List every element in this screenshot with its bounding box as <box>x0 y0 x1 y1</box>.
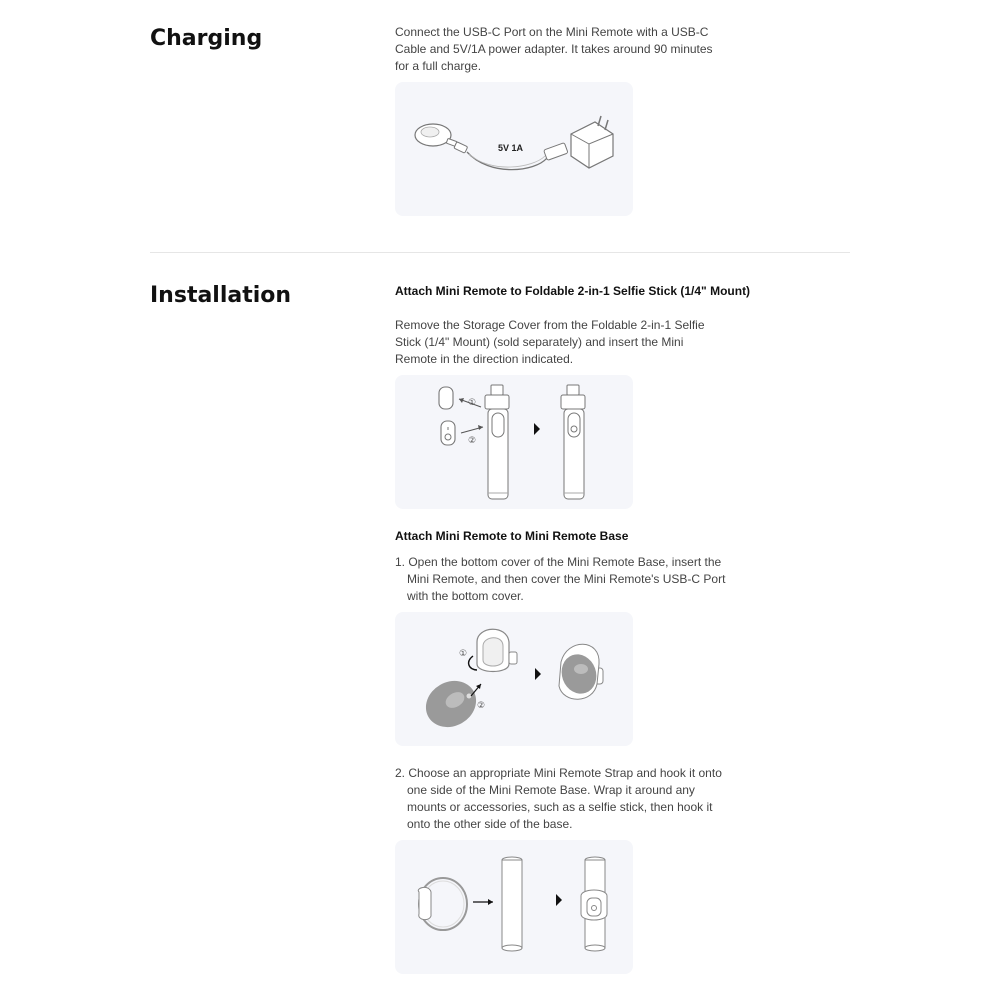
strap-icon <box>418 878 467 930</box>
step-1-text: 1. Open the bottom cover of the Mini Remote Base, insert the Mini Remote, and then cover the Mini Remote's USB-C Port with the bottom cover. <box>395 555 726 603</box>
storage-cover-icon <box>439 387 453 409</box>
installation-heading: Installation <box>150 283 292 308</box>
mini-remote-base-icon <box>477 629 517 671</box>
remote-base-illustration <box>395 612 633 746</box>
next-step-arrow-icon <box>556 894 562 906</box>
selfie-stick-subheading: Attach Mini Remote to Foldable 2-in-1 Selfie Stick (1/4" Mount) <box>395 284 751 298</box>
step-marker-2: ② <box>468 436 477 446</box>
charging-spec-label: 5V 1A <box>498 143 524 153</box>
section-divider <box>150 252 850 253</box>
strap-illustration <box>395 840 633 974</box>
selfie-stick-illustration <box>395 375 633 509</box>
rotate-arrow-icon <box>469 656 477 670</box>
power-adapter-icon <box>571 116 613 168</box>
selfie-stick-icon <box>502 857 522 951</box>
step-2-text: 2. Choose an appropriate Mini Remote Strap and hook it onto one side of the Mini Remote Base. Wrap it around any mounts or accessories, such as a selfie stick, then hook it onto the other side of the base. <box>395 766 722 831</box>
charging-illustration <box>395 82 633 216</box>
charging-heading: Charging <box>150 26 263 51</box>
step-marker-1: ① <box>468 398 477 408</box>
assembled-remote-icon <box>556 644 603 699</box>
selfie-stick-description: Remove the Storage Cover from the Foldable 2-in-1 Selfie Stick (1/4" Mount) (sold separately) and insert the Mini Remote in the direction indicated. <box>395 318 705 366</box>
selfie-stick-icon <box>561 385 585 499</box>
selfie-stick-icon <box>485 385 509 499</box>
mini-remote-icon <box>415 124 457 147</box>
step-marker-2: ② <box>477 701 486 711</box>
step-marker-1: ① <box>459 649 468 659</box>
mini-remote-icon <box>417 672 484 736</box>
mini-remote-icon <box>441 421 455 445</box>
charging-description: Connect the USB-C Port on the Mini Remote with a USB-C Cable and 5V/1A power adapter. It takes around 90 minutes for a full charge. <box>395 25 713 73</box>
mounted-remote-icon <box>581 857 607 951</box>
next-step-arrow-icon <box>535 668 541 680</box>
next-step-arrow-icon <box>534 423 540 435</box>
remote-base-subheading: Attach Mini Remote to Mini Remote Base <box>395 529 629 543</box>
